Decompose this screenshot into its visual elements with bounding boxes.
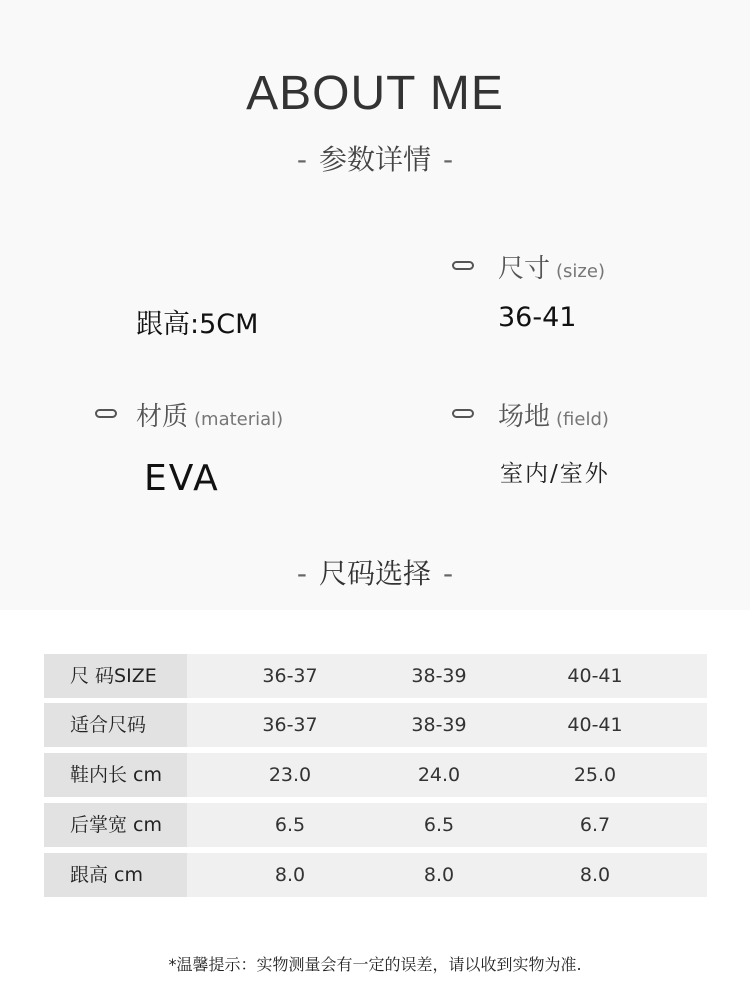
- field-label-zh: 场地: [498, 402, 551, 432]
- pill-icon: [452, 261, 474, 270]
- table-cell: 8.0: [423, 864, 455, 886]
- size-label: [498, 248, 605, 285]
- pill-icon: [452, 409, 474, 418]
- row-header: 跟高 cm: [44, 853, 187, 897]
- material-label: [136, 396, 283, 433]
- row-header: 尺 码SIZE: [44, 654, 187, 698]
- table-row: [44, 753, 707, 797]
- table-cell: 24.0: [417, 764, 461, 786]
- section-title-text: 尺码选择: [318, 557, 431, 590]
- table-row: [44, 803, 707, 847]
- table-cell: 8.0: [274, 864, 306, 886]
- table-row: [44, 853, 707, 897]
- table-cell: 36-37: [262, 665, 318, 687]
- subtitle-dash-right: -: [443, 143, 454, 176]
- page-subtitle: [0, 138, 750, 178]
- table-cell: 6.5: [274, 814, 306, 836]
- section-dash-left: -: [296, 557, 307, 590]
- table-cell: 8.0: [579, 864, 611, 886]
- disclaimer-note: *温馨提示：实物测量会有一定的误差，请以收到实物为准.: [168, 955, 582, 974]
- field-label: [498, 396, 609, 433]
- row-header: 适合尺码: [44, 703, 187, 747]
- size-label-zh: 尺寸: [498, 254, 551, 284]
- material-label-zh: 材质: [136, 402, 189, 432]
- material-value: EVA: [144, 458, 220, 499]
- table-row: [44, 654, 707, 698]
- table-cell: 25.0: [573, 764, 617, 786]
- field-value: 室内/室外: [500, 461, 610, 487]
- heel-value: 跟高:5CM: [136, 309, 259, 340]
- size-label-en: (size): [556, 261, 605, 282]
- pill-icon: [95, 409, 117, 418]
- size-value: 36-41: [498, 302, 577, 333]
- table-cell: 23.0: [268, 764, 312, 786]
- section-dash-right: -: [443, 557, 454, 590]
- page-title: ABOUT ME: [246, 67, 504, 120]
- table-row: [44, 703, 707, 747]
- size-section-title: [0, 552, 750, 592]
- table-cell: 40-41: [567, 714, 623, 736]
- table-cell: 38-39: [411, 714, 467, 736]
- field-label-en: (field): [556, 409, 609, 430]
- table-cell: 6.5: [423, 814, 455, 836]
- table-cell: 36-37: [262, 714, 318, 736]
- table-cell: 6.7: [579, 814, 611, 836]
- subtitle-dash-left: -: [296, 143, 307, 176]
- table-cell: 40-41: [567, 665, 623, 687]
- row-header: 鞋内长 cm: [44, 753, 187, 797]
- material-label-en: (material): [194, 409, 284, 430]
- subtitle-text: 参数详情: [318, 143, 431, 176]
- table-cell: 38-39: [411, 665, 467, 687]
- row-header: 后掌宽 cm: [44, 803, 187, 847]
